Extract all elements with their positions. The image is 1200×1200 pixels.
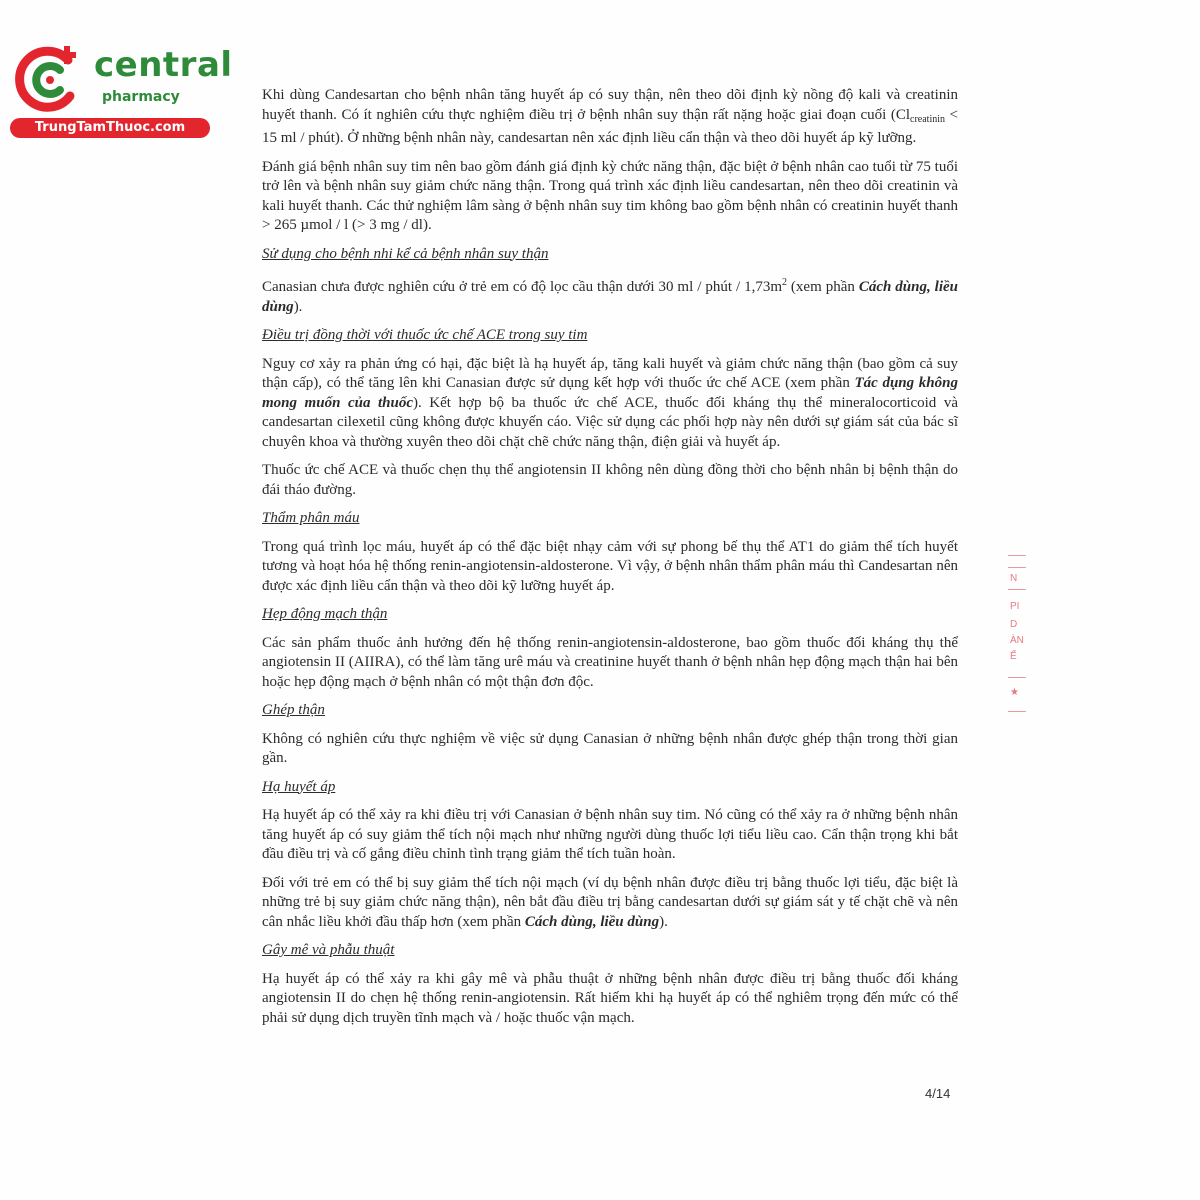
stamp-text: PI: [1010, 601, 1020, 612]
paragraph: Đánh giá bệnh nhân suy tim nên bao gồm đánh giá định kỳ chức năng thận, đặc biệt ở bệnh nhân cao tuổi từ 75 tuổi trở lên và bệnh nhân suy giảm chức năng thận. Trong quá trình xác định liều candesartan, nên theo dõi creatinin và kali huyết thanh. Các thử nghiệm lâm sàng ở bệnh nhân suy tim không bao gồm bệnh nhân có creatinin huyết thanh > 265 µmol / l (> 3 mg / dl).: [262, 158, 958, 233]
stamp-star-icon: ★: [1010, 687, 1019, 698]
paragraph: Thuốc ức chế ACE và thuốc chẹn thụ thể angiotensin II không nên dùng đồng thời cho bệnh nhân bị bệnh thận do đái tháo đường.: [262, 462, 958, 498]
stamp-line: [1008, 677, 1026, 678]
text-run: ).: [659, 913, 668, 930]
stamp-line: [1008, 567, 1026, 568]
paragraph: [262, 86, 958, 149]
stamp-text: ÀN: [1010, 635, 1024, 646]
cross-reference: Tác dụng không mong muốn của thuốc: [262, 375, 958, 411]
paragraph: Không có nghiên cứu thực nghiệm về việc sử dụng Canasian ở những bệnh nhân được ghép thận trong thời gian gần.: [262, 730, 958, 766]
central-pharmacy-logo[interactable]: [10, 38, 233, 138]
red-stamp-fragment: [1008, 555, 1026, 715]
section-heading: Điều trị đồng thời với thuốc ức chế ACE trong suy tim: [262, 327, 588, 343]
section-heading: Hạ huyết áp: [262, 778, 336, 795]
section-heading: Thẩm phân máu: [262, 510, 360, 526]
text-run: (xem phần: [786, 279, 859, 295]
paragraph: Trong quá trình lọc máu, huyết áp có thể đặc biệt nhạy cảm với sự phong bế thụ thể AT1 do giảm thể tích huyết tương và hoạt hóa hệ thống renin-angiotensin-aldosterone. Vì vậy, ở bệnh nhân thẩm phân máu thì Candesartan nên được xác định liều cẩn thận và theo dõi kỹ lưỡng huyết áp.: [262, 538, 958, 594]
text-run: Đối với trẻ em có thể bị suy giảm thể tích nội mạch (ví dụ bệnh nhân được điều trị bằng thuốc lợi tiểu, đặc biệt là những trẻ bị suy giảm chức năng thận), nên bắt đầu điều trị bằng candesartan dưới sự giám sát y tế chặt chẽ và nên cân nhắc liều khởi đầu thấp hơn (xem phần: [262, 874, 958, 930]
text-run: Khi dùng Candesartan cho bệnh nhân tăng huyết áp có suy thận, nên theo dõi định kỳ nồng độ kali và creatinin huyết thanh. Có ít nghiên cứu thực nghiệm điều trị ở bệnh nhân suy thận rất nặng hoặc giai đoạn cuối (Cl: [262, 87, 958, 123]
superscript: 2: [781, 277, 787, 288]
cross-reference: Cách dùng, liều dùng: [262, 279, 958, 315]
text-run: Nguy cơ xảy ra phản ứng có hại, đặc biệt là hạ huyết áp, tăng kali huyết và giảm chức năng thận (bao gồm cả suy thận cấp), có thể tăng lên khi Canasian được sử dụng kết hợp với thuốc ức chế ACE (xem phần: [262, 355, 958, 391]
text-run: < 15 ml / phút). Ở những bệnh nhân này, candesartan nên xác định liều cẩn thận và theo dõi huyết áp kỹ lưỡng.: [262, 106, 958, 146]
pharmacy-cross-icon: [10, 40, 90, 120]
brand-tagline: pharmacy: [102, 89, 180, 105]
paragraph: Hạ huyết áp có thể xảy ra khi gây mê và phẫu thuật ở những bệnh nhân được điều trị bằng thuốc đối kháng angiotensin II do chẹn hệ thống renin-angiotensin. Rất hiếm khi hạ huyết áp có thể nghiêm trọng đến mức có thể phải sử dụng dịch truyền tĩnh mạch và / hoặc thuốc vận mạch.: [262, 970, 958, 1026]
stamp-text: N: [1010, 573, 1018, 584]
stamp-line: [1008, 555, 1026, 556]
document-body: [262, 86, 958, 1037]
brand-site-url[interactable]: TrungTamThuoc.com: [10, 118, 210, 138]
paragraph: Các sản phẩm thuốc ảnh hưởng đến hệ thống renin-angiotensin-aldosterone, bao gồm thuốc đối kháng thụ thể angiotensin II (AIIRA), có thể làm tăng urê máu và creatinine huyết thanh ở bệnh nhân hẹp động mạch thận hai bên hoặc hẹp động mạch ở bệnh nhân có một thận đơn độc.: [262, 634, 958, 690]
stamp-line: [1008, 589, 1026, 590]
stamp-text: D: [1010, 619, 1018, 630]
paragraph: [262, 355, 958, 453]
section-heading: Hẹp động mạch thận: [262, 606, 388, 622]
section-heading: Sử dụng cho bệnh nhi kể cả bệnh nhân suy thận: [262, 245, 549, 262]
cross-reference: Cách dùng, liều dùng: [524, 913, 660, 930]
subscript: creatinin: [910, 113, 945, 125]
section-heading: Ghép thận: [262, 702, 325, 718]
paragraph: [262, 874, 958, 933]
page-number: 4/14: [925, 1086, 951, 1101]
text-run: Canasian chưa được nghiên cứu ở trẻ em có độ lọc cầu thận dưới 30 ml / phút / 1,73m: [262, 279, 782, 295]
stamp-line: [1008, 711, 1026, 712]
stamp-text: Ế: [1010, 651, 1017, 662]
brand-name: central: [94, 45, 233, 85]
text-run: ).: [293, 298, 303, 315]
section-heading: Gây mê và phẫu thuật: [262, 942, 395, 958]
text-run: ). Kết hợp bộ ba thuốc ức chế ACE, thuốc đối kháng thụ thể mineralocorticoid và candesartan cilexetil cũng không được khuyến cáo. Việc sử dụng các phối hợp này nên dưới sự giám sát của bác sĩ chuyên khoa và thường xuyên theo dõi chặt chẽ chức năng thận, điện giải và huyết áp.: [262, 394, 958, 450]
paragraph: Hạ huyết áp có thể xảy ra khi điều trị với Canasian ở bệnh nhân suy tim. Nó cũng có thể xảy ra ở những bệnh nhân tăng huyết áp có suy giảm thể tích nội mạch như những người dùng thuốc lợi tiểu liều cao. Cẩn thận trọng khi bắt đầu điều trị và cố gắng điều chỉnh tình trạng giảm thể tích tuần hoàn.: [262, 807, 958, 862]
paragraph: [262, 273, 958, 317]
